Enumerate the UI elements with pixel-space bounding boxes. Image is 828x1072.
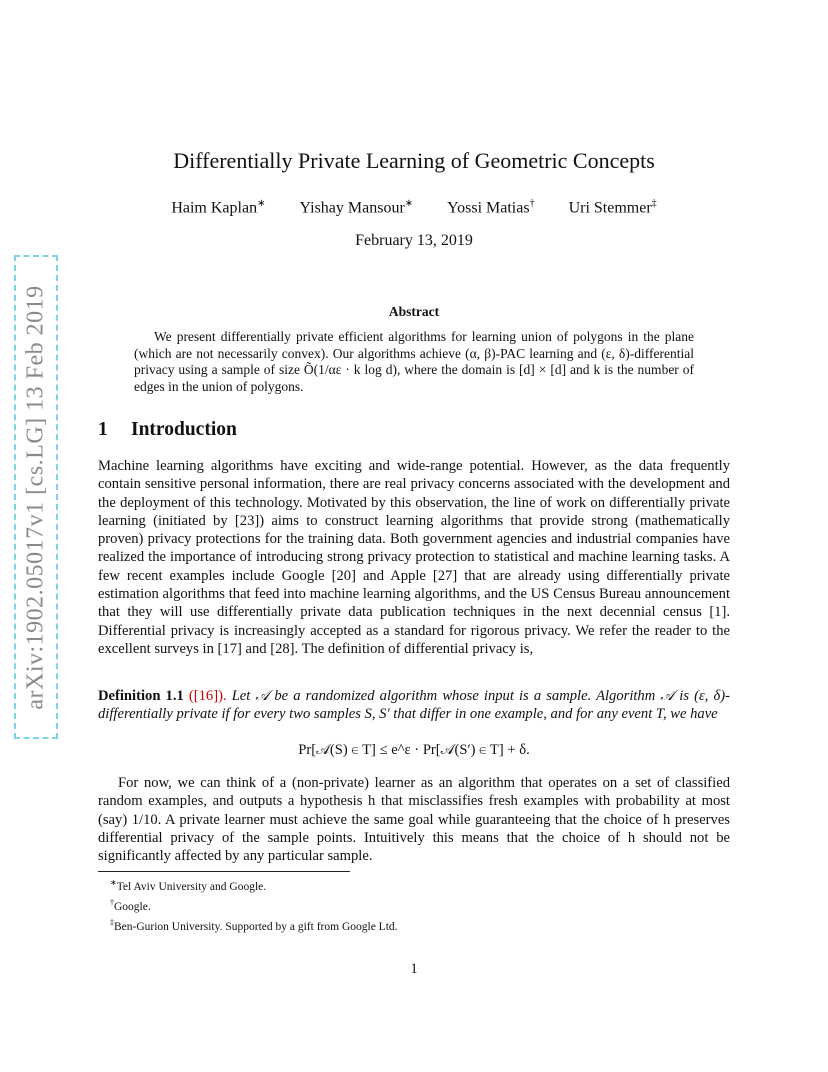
author: Uri Stemmer‡: [568, 198, 657, 217]
definition-citation[interactable]: ([16]).: [188, 688, 227, 704]
footnote: ‡Ben-Gurion University. Supported by a gift from Google Ltd.: [110, 917, 398, 933]
intro-paragraph: Machine learning algorithms have exciting and wide-range potential. However, as the data frequently contain sensitive personal information, there are real privacy concerns associated with the development and the deployment of this technology. Motivated by this observation, the line of work on differentially private learning (initiated by [23]) aims to construct learning algorithms that provide strong (mathematically proven) privacy protections for the training data. Both government agencies and industrial companies have realized the importance of introducing strong privacy protection to statistical and machine learning tasks. A few recent examples include Google [20] and Apple [27] that are already using differentially private estimation algorithms that feed into machine learning algorithms, and the US Census Bureau announcement that they will use differentially private data publication techniques in the next decennial census [1]. Differential privacy is increasingly accepted as a standard for rigorous privacy. We refer the reader to the excellent surveys in [17] and [28]. The definition of differential privacy is,: [98, 458, 730, 657]
section-number: 1: [98, 419, 108, 440]
abstract-text: We present differentially private efficient algorithms for learning union of polygons in the plane (which are not necessarily convex). Our algorithms achieve (α, β)-PAC learning and (ε, δ)-differential privacy using a sample of size Õ(1/αε · k log d), where the domain is [d] × [d] and k is the number of edges in the union of polygons.: [134, 329, 694, 394]
definition-label: Definition 1.1: [98, 688, 184, 704]
body-paragraph: For now, we can think of a (non-private) learner as an algorithm that operates on a set of classified random examples, and outputs a hypothesis h that misclassifies fresh examples with probability at most (say) 1/10. A private learner must achieve the same goal while guaranteeing that the choice of h preserves differential privacy of the sample points. Intuitively this means that the choice of h should not be significantly affected by any particular sample.: [98, 775, 730, 865]
definition-block: [98, 687, 730, 724]
section-heading: [98, 419, 237, 441]
abstract-heading: Abstract: [388, 304, 440, 319]
arxiv-id: arXiv:1902.05017v1 [cs.LG] 13 Feb 2019: [22, 284, 49, 710]
author: Haim Kaplan∗: [171, 198, 266, 217]
footnotes: [110, 875, 398, 934]
author: Yishay Mansour∗: [299, 198, 414, 217]
author-list: [0, 198, 828, 217]
publication-date: February 13, 2019: [355, 232, 473, 249]
footnote: ∗Tel Aviv University and Google.: [110, 878, 267, 893]
footnote: †Google.: [110, 897, 151, 913]
section-title: Introduction: [131, 419, 237, 440]
arxiv-stamp: [14, 255, 58, 739]
paper-title: Differentially Private Learning of Geometric Concepts: [173, 148, 655, 173]
author: Yossi Matias†: [447, 198, 535, 217]
footnote-rule: [98, 871, 350, 872]
equation: Pr[𝒜(S) ∈ T] ≤ e^ε · Pr[𝒜(S′) ∈ T] + δ.: [298, 742, 530, 758]
definition-text: Let 𝒜 be a randomized algorithm whose input is a sample. Algorithm 𝒜 is (ε, δ)-differentially private if for every two samples S, S′ that differ in one example, and for any event T, we have: [98, 688, 730, 723]
page-number: 1: [410, 961, 418, 977]
